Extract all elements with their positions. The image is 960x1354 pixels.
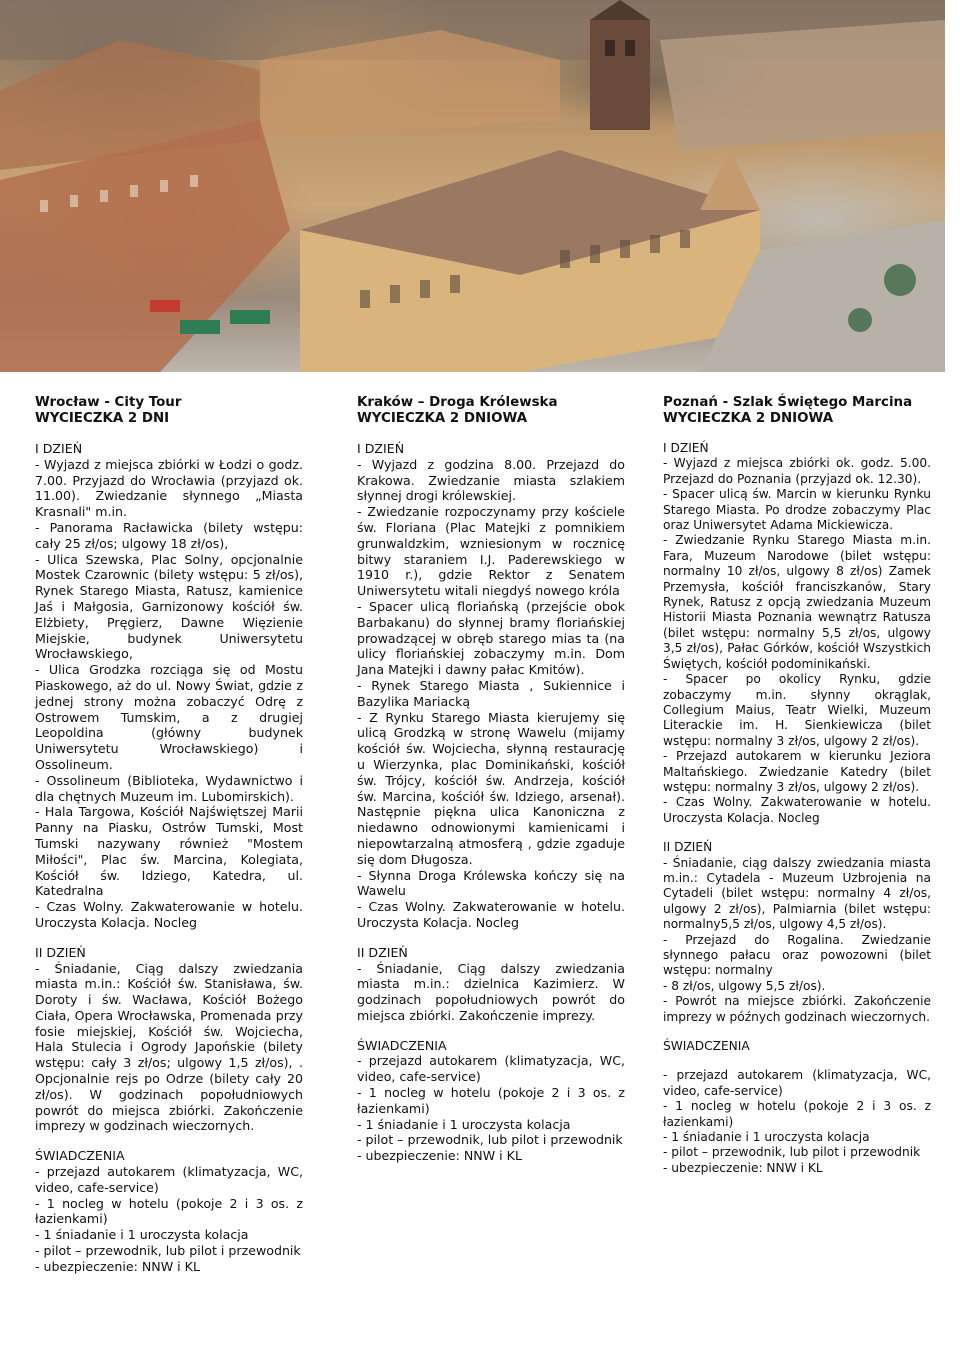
photo-illustration: [0, 0, 945, 372]
benefit-item: - 1 śniadanie i 1 uroczysta kolacja: [35, 1227, 249, 1243]
day1-label: I DZIEŃ: [357, 441, 405, 456]
day1-item: - Rynek Starego Miasta , Sukiennice i Bazylika Mariacką: [357, 677, 625, 709]
benefit-item: - 1 nocleg w hotelu (pokoje 2 i 3 os. z łazienkami): [357, 1085, 625, 1116]
benefit-item: - 1 śniadanie i 1 uroczysta kolacja: [663, 1130, 870, 1145]
day2-label: II DZIEŃ: [663, 840, 713, 855]
benefit-item: - pilot – przewodnik, lub pilot i przewodnik: [663, 1145, 921, 1160]
day1-item: - Hala Targowa, Kościół Najświętszej Marii Panny na Piasku, Ostrów Tumski, Most Tumski nazywany również "Mostem Miłości", Plac św. Marcina, Kolegiata, Kościół św. Idziego, Katedra, ul. Katedralna: [35, 804, 303, 899]
day2-item: - 8 zł/os, ulgowy 5,5 zł/os).: [663, 978, 826, 993]
tour-title: Kraków – Droga Królewska: [357, 395, 558, 410]
day1-item: - Ulica Szewska, Plac Solny, opcjonalnie Mostek Czarownic (bilety wstępu: 5 zł/os), Rynek Starego Miasta, Ratusz, kamienice Jaś i Małgosia, Garnizonowy kościół św. Elżbiety, Pręgierz, Dawne Więzienie Miejskie, budynek Uniwersytetu Wrocławskiego,: [35, 551, 303, 662]
day1-item: - Panorama Racławicka (bilety wstępu: cały 25 zł/os; ulgowy 18 zł/os),: [35, 519, 303, 551]
benefit-item: - pilot – przewodnik, lub pilot i przewodnik: [35, 1243, 301, 1259]
day1-item: - Spacer ulicą floriańską (przejście obok Barbakanu) do słynnej bramy floriańskiej prowadzącej w obręb starego mias ta (na ulicy floriańskiej zobaczymy m.in. Dom Jana Matejki i dawny pałac Kmitów).: [357, 598, 625, 678]
day2-label: II DZIEŃ: [35, 944, 86, 960]
day2-item: - Przejazd do Rogalina. Zwiedzanie słynnego pałacu oraz powozowni (bilet wstępu: normalny: [663, 932, 931, 978]
benefits-label: ŚWIADCZENIA: [663, 1039, 750, 1054]
day2-item: - Śniadanie, Ciąg dalszy zwiedzania miasta m.in.: Kościół św. Stanisława, św. Doroty i św. Wacława, Kościół Bożego Ciała, Opera Wrocławska, Promenada przy fosie miejskiej, Kościół św. Wojciecha, Hala Stulecia i Ogrody Japońskie (bilety wstępu: cały 3 zł/os; ulgowy 1,5 zł/os), . Opcjonalnie rejs po Odrze (bilety cały 20 zł/os). W godzinach popołudniowych powrót do miejsca zbiórki. Zakończenie imprezy w godzinach wieczornych.: [35, 960, 303, 1134]
benefits-label: ŚWIADCZENIA: [357, 1037, 447, 1053]
benefit-item: - przejazd autokarem (klimatyzacja, WC, video, cafe-service): [35, 1164, 303, 1195]
day1-item: - Spacer po okolicy Rynku, gdzie zobaczymy m.in. słynny okrąglak, Collegium Maius, Teatr Wielki, Muzeum Literackie im. H. Sienkiewicza (bilet wstępu: normalny 3 zł/os, ulgowy 2 zł/os).: [663, 672, 931, 748]
benefit-item: - ubezpieczenie: NNW i KL: [357, 1148, 522, 1164]
day1-item: - Czas Wolny. Zakwaterowanie w hotelu. Uroczysta Kolacja. Nocleg: [357, 899, 625, 930]
day2-item: - Śniadanie, ciąg dalszy zwiedzania miasta m.in.: Cytadela - Muzeum Uzbrojenia na Cytadeli (bilet wstępu: normalny 4 zł/os, ulgowy 2 zł/os), Palmiarnia (bilet wstępu: normalny5,5 zł/os, ulgowy 4,5 zł/os).: [663, 855, 931, 932]
day1-item: - Zwiedzanie rozpoczynamy przy kościele św. Floriana (Plac Matejki z pomnikiem grunwaldzkim, wzniesionym w rocznicę bitwy staraniem I.J. Paderewskiego w 1910 r.), gdzie Rektor z Senatem Uniwersytetu witali niegdyś nowego króla: [357, 504, 625, 599]
benefit-item: - przejazd autokarem (klimatyzacja, WC, video, cafe-service): [357, 1053, 625, 1085]
day1-item: - Zwiedzanie Rynku Starego Miasta m.in. Fara, Muzeum Narodowe (bilet wstępu: normalny 10 zł/os, ulgowy 8 zł/os) Zamek Przemysła, kościół franciszkanów, Stary Rynek, Ratusz z opcją zwiedzania Muzeum Historii Miasta Poznania wewnątrz Ratusza (bilet wstępu: normalny 5,5 zł/os, ulgowy 3,5 zł/os), Pałac Górków, kościół Wszystkich Świętych, kościół podominikański.: [663, 533, 931, 671]
benefits-label: ŚWIADCZENIA: [35, 1148, 125, 1164]
day1-label: I DZIEŃ: [35, 441, 83, 456]
tour-title: Wrocław - City Tour: [35, 395, 182, 410]
day1-label: I DZIEŃ: [663, 441, 709, 455]
benefit-item: - 1 nocleg w hotelu (pokoje 2 i 3 os. z łazienkami): [663, 1099, 931, 1129]
tour-subtitle: WYCIECZKA 2 DNI: [35, 411, 170, 426]
tour-subtitle: WYCIECZKA 2 DNIOWA: [357, 411, 528, 426]
day1-item: - Spacer ulicą św. Marcin w kierunku Rynku Starego Miasta. Po drodze zobaczymy Plac oraz Uniwersytet Adama Mickiewicza.: [663, 487, 931, 533]
day2-label: II DZIEŃ: [357, 944, 408, 960]
benefit-item: - 1 nocleg w hotelu (pokoje 2 i 3 os. z łazienkami): [35, 1195, 303, 1227]
day1-item: - Z Rynku Starego Miasta kierujemy się ulicą Grodzką w stronę Wawelu (mijamy kościół św. Wojciecha, słynną restaurację u Wierzynka, plac Dominikański, kościół św. Trójcy, kościół św. Andrzeja, kościół św. Marcina, kościół św. Idziego, arsenał). Następnie piękna ulica Kanoniczna z niedawno odnowionymi kamienicami i niepowtarzalną atmosferą , gdzie zgaduje się dom Długosza.: [357, 709, 625, 867]
day1-item: - Ulica Grodzka rozciąga się od Mostu Piaskowego, aż do ul. Nowy Świat, gdzie z jednej strony można zobaczyć Odrę z Ostrowem Tumskim, a z drugiej Leopoldina (główny budynek Uniwersytetu Wrocławskiego) i Ossolineum.: [35, 662, 303, 772]
day2-item: - Powrót na miejsce zbiórki. Zakończenie imprezy w późnych godzinach wieczornych.: [663, 994, 931, 1024]
benefit-item: - ubezpieczenie: NNW i KL: [663, 1160, 823, 1175]
day1-item: - Czas Wolny. Zakwaterowanie w hotelu. Uroczysta Kolacja. Nocleg: [663, 795, 931, 825]
day1-item: - Wyjazd z miejsca zbiórki w Łodzi o godz. 7.00. Przyjazd do Wrocławia (przyjazd ok. 11.00). Zwiedzanie słynnego „Miasta Krasnali" m.in.: [35, 456, 303, 520]
benefit-item: - 1 śniadanie i 1 uroczysta kolacja: [357, 1116, 571, 1132]
tour-subtitle: WYCIECZKA 2 DNIOWA: [663, 411, 834, 426]
tour-column-krakow: [357, 395, 625, 1164]
tour-column-wroclaw: [35, 395, 303, 1275]
day1-item: - Wyjazd z miejsca zbiórki ok. godz. 5.00. Przejazd do Poznania (przyjazd ok. 12.30).: [663, 456, 931, 486]
day1-item: - Ossolineum (Biblioteka, Wydawnictwo i dla chętnych Muzeum im. Lubomirskich).: [35, 772, 303, 804]
wroclaw-market-square-photo: [0, 0, 945, 372]
tour-heading: [663, 395, 931, 427]
day2-item: - Śniadanie, Ciąg dalszy zwiedzania miasta m.in.: dzielnica Kazimierz. W godzinach popołudniowych powrót do miejsca zbiórki. Zakończenie imprezy.: [357, 960, 625, 1023]
day1-item: - Czas Wolny. Zakwaterowanie w hotelu. Uroczysta Kolacja. Nocleg: [35, 899, 303, 930]
day1-item: - Słynna Droga Królewska kończy się na Wawelu: [357, 867, 625, 899]
benefit-item: - przejazd autokarem (klimatyzacja, WC, video, cafe-service): [663, 1068, 931, 1098]
tour-heading: [357, 395, 625, 427]
tour-title: Poznań - Szlak Świętego Marcina: [663, 395, 913, 410]
benefit-item: - pilot – przewodnik, lub pilot i przewodnik: [357, 1132, 623, 1148]
tour-heading: [35, 395, 303, 427]
benefit-item: - ubezpieczenie: NNW i KL: [35, 1258, 200, 1274]
day1-item: - Wyjazd z godzina 8.00. Przejazd do Krakowa. Zwiedzanie miasta szlakiem słynnej drogi królewskiej.: [357, 456, 625, 504]
day1-item: - Przejazd autokarem w kierunku Jeziora Maltańskiego. Zwiedzanie Katedry (bilet wstępu: normalny 3 zł/os, ulgowy 2 zł/os).: [663, 749, 931, 794]
tour-column-poznan: [663, 395, 931, 1176]
